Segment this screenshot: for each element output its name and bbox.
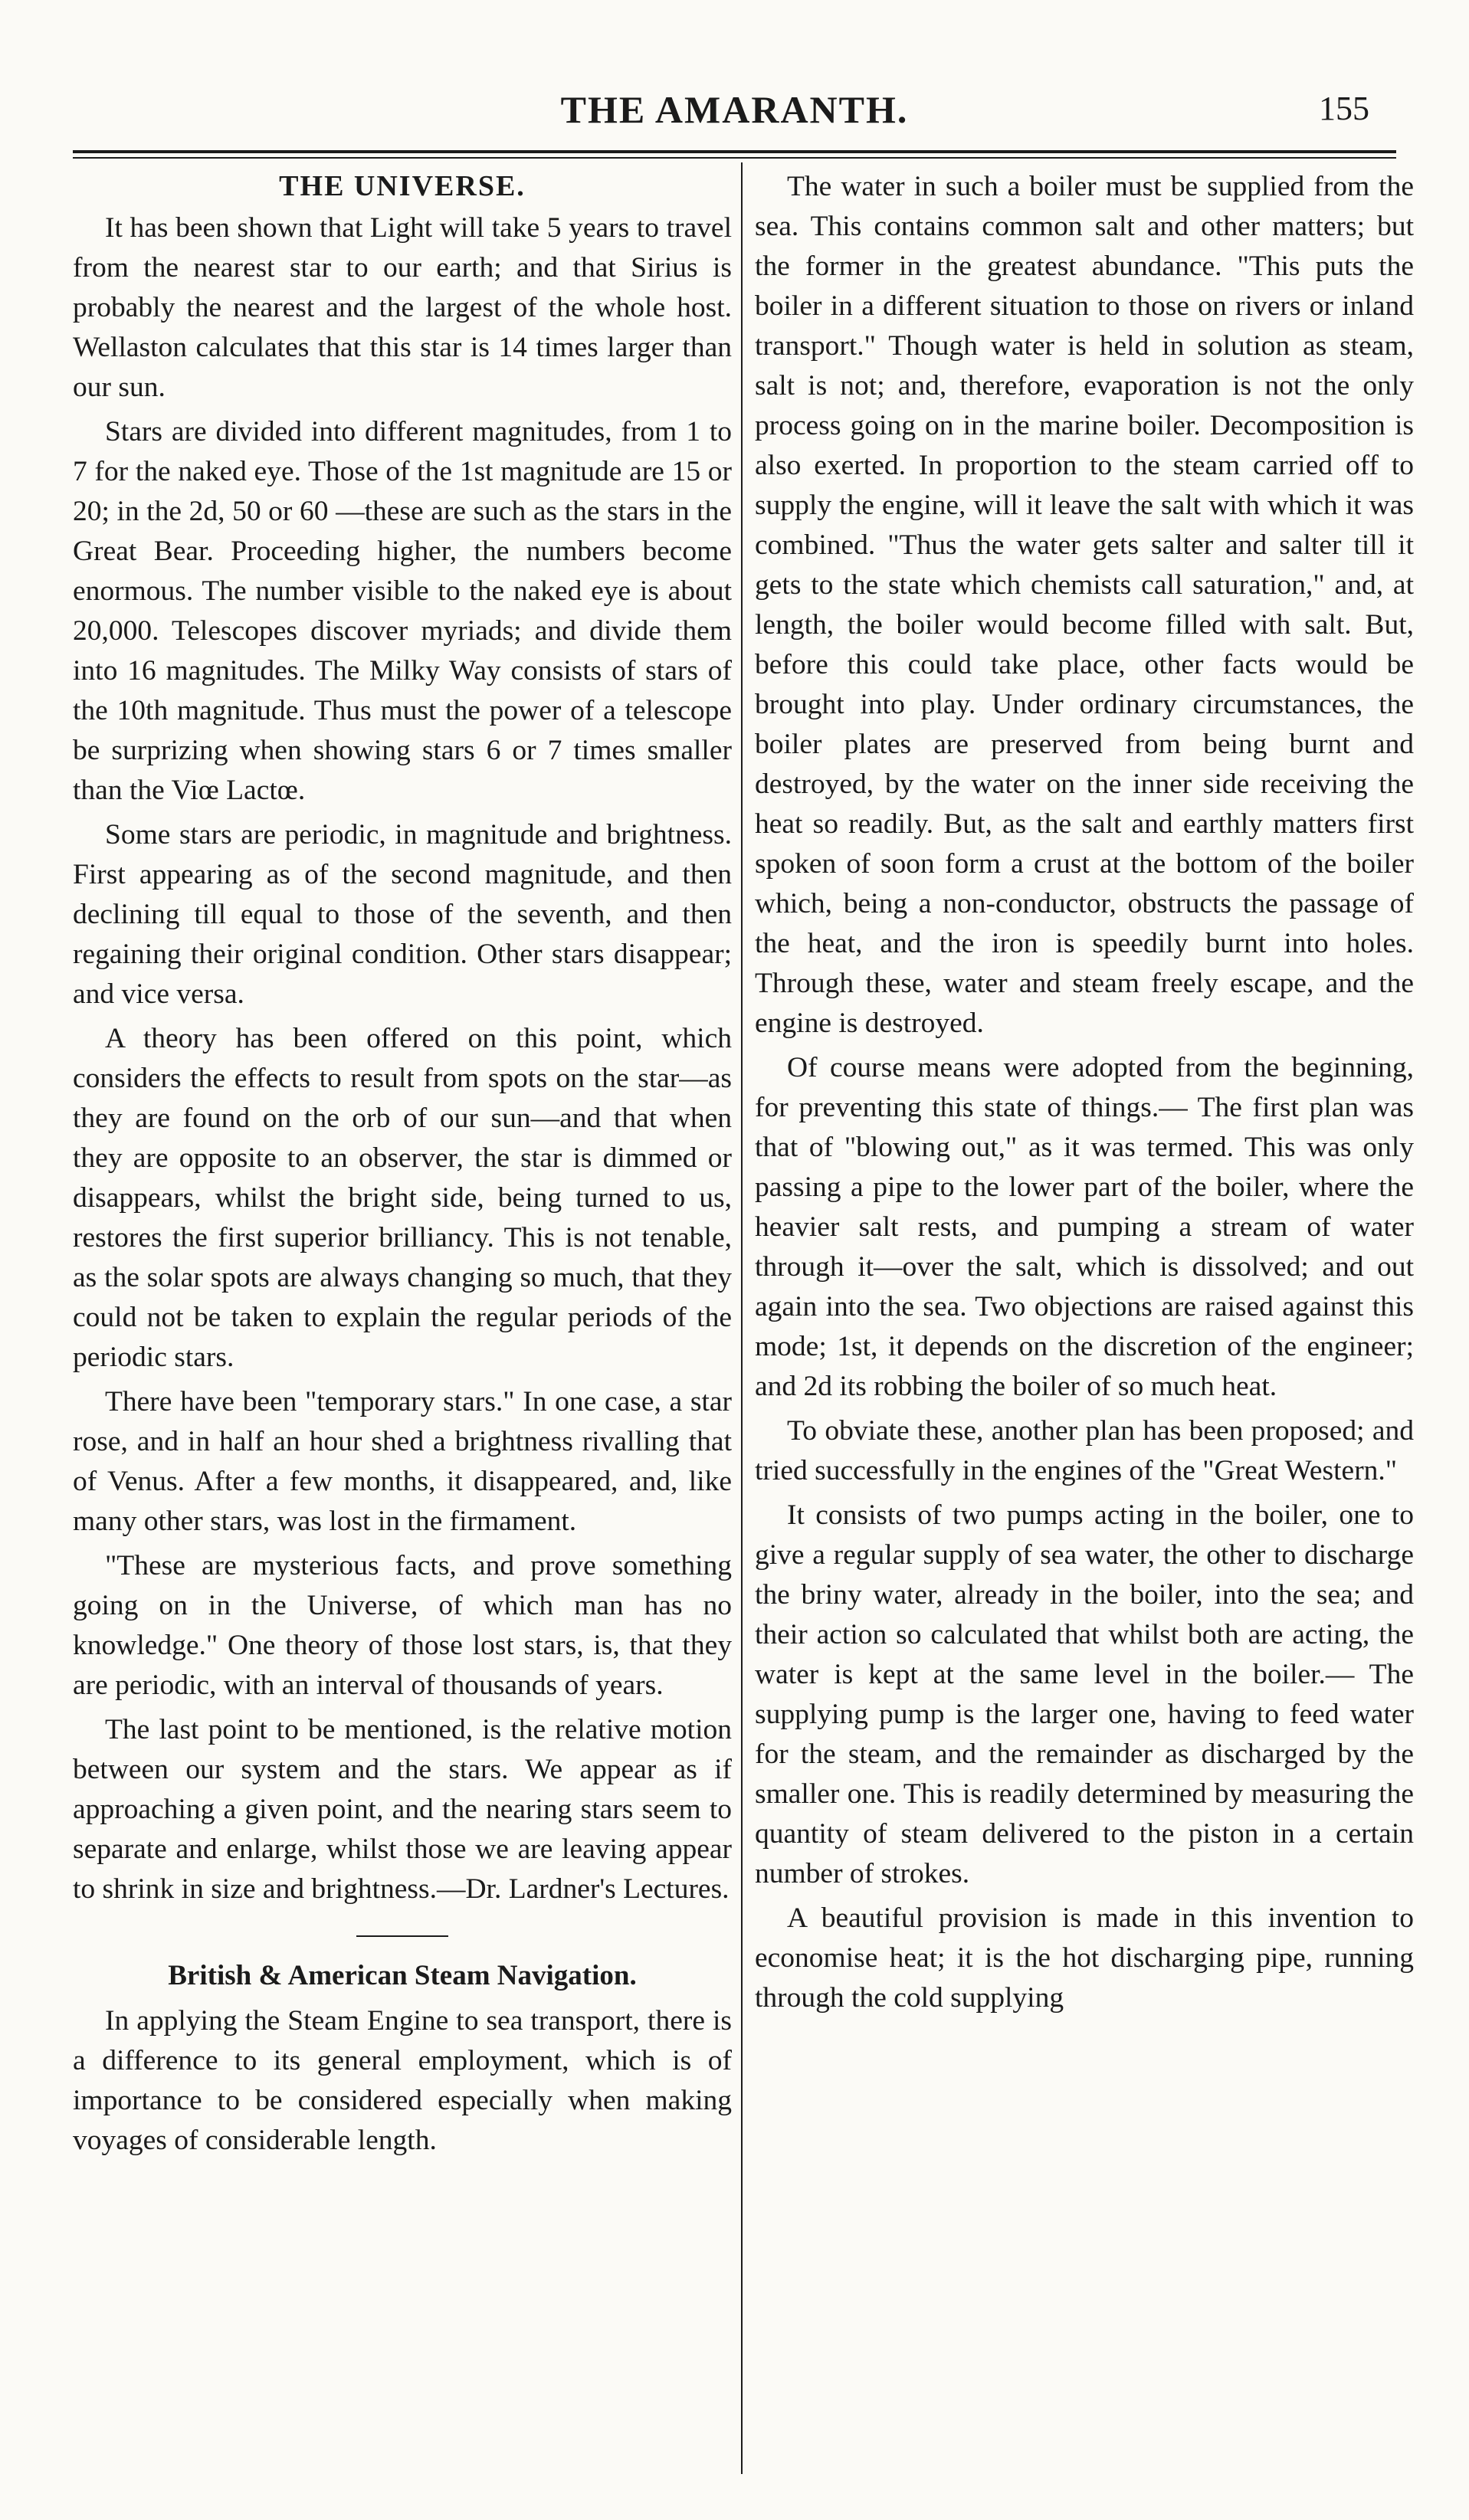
universe-paragraph: There have been "temporary stars." In one case, a star rose, and in half an hour shed a brightness rivalling that of Venus. After a few months, it disappeared, and, like many other stars, was lost in the firmament.: [73, 1386, 732, 1537]
universe-paragraph: "These are mysterious facts, and prove something going on in the Universe, of which man has no knowledge." One theory of those lost stars, is, that they are periodic, with an interval of thousands of years.: [73, 1550, 732, 1701]
steam-paragraph: In applying the Steam Engine to sea transport, there is a difference to its general employment, which is of importance to be considered especially when making voyages of considerable length.: [73, 2005, 732, 2156]
steam-paragraph: Of course means were adopted from the beginning, for preventing this state of things.— The first plan was that of "blowing out," as it was termed. This was only passing a pipe to the lower part of the boiler, where the heavier salt rests, and pumping a stream of water through it—over the salt, which is dissolved; and out again into the sea. Two objections are raised against this mode; 1st, it depends on the discretion of the engineer; and 2d its robbing the boiler of so much heat.: [755, 1052, 1414, 1402]
universe-paragraph: Stars are divided into different magnitudes, from 1 to 7 for the naked eye. Those of the 1st magnitude are 15 or 20; in the 2d, 50 or 60 —these are such as the stars in the Great Bear. Proceeding higher, the numbers become enormous. The number visible to the naked eye is about 20,000. Telescopes discover myriads; and divide them into 16 magnitudes. The Milky Way consists of stars of the 10th magnitude. Thus must the power of a telescope be surprizing when showing stars 6 or 7 times smaller than the Viœ Lactœ.: [73, 416, 732, 806]
page-number: 155: [1319, 90, 1369, 127]
right-column: [755, 167, 1414, 2478]
steam-paragraph: A beautiful provision is made in this invention to economise heat; it is the hot discharging pipe, running through the cold supplying: [755, 1902, 1414, 2014]
column-divider: [741, 162, 743, 2474]
universe-paragraph: A theory has been offered on this point, which considers the effects to result from spots on the star—as they are found on the orb of our sun—and that when they are opposite to an observer, the star is dimmed or disappears, whilst the bright side, being turned to us, restores the first superior brilliancy. This is not tenable, as the solar spots are always changing so much, that they could not be taken to explain the regular periods of the periodic stars.: [73, 1023, 732, 1373]
journal-title: THE AMARANTH.: [560, 88, 909, 131]
universe-paragraph: Some stars are periodic, in magnitude and brightness. First appearing as of the second magnitude, and then declining till equal to those of the seventh, and then regaining their original condition. Other stars disappear; and vice versa.: [73, 819, 732, 1010]
header-rule-thin: [73, 157, 1396, 159]
article-separator: [356, 1935, 448, 1937]
header-rule-thick: [73, 150, 1396, 153]
universe-paragraph: It has been shown that Light will take 5 years to travel from the nearest star to our earth; and that Sirius is probably the nearest and the largest of the whole host. Wellaston calculates that this star is 14 times larger than our sun.: [73, 212, 732, 403]
article-title-steam: British & American Steam Navigation.: [168, 1960, 637, 1991]
steam-paragraph: To obviate these, another plan has been proposed; and tried successfully in the engines of the "Great Western.": [755, 1415, 1414, 1486]
steam-paragraph: The water in such a boiler must be supplied from the sea. This contains common salt and other matters; but the former in the greatest abundance. "This puts the boiler in a different situation to those on rivers or inland transport." Though water is held in solution as steam, salt is not; and, therefore, evaporation is not the only process going on in the marine boiler. Decomposition is also exerted. In proportion to the steam carried off to supply the engine, will it leave the salt with which it was combined. "Thus the water gets salter and salter till it gets to the state which chemists call saturation," and, at length, the boiler would become filled with salt. But, before this could take place, other facts would be brought into play. Under ordinary circumstances, the boiler plates are preserved from being burnt and destroyed, by the water on the inner side receiving the heat so readily. But, as the salt and earthly matters first spoken of soon form a crust at the bottom of the boiler which, being a non-conductor, obstructs the passage of the heat, and the iron is speedily burnt into holes. Through these, water and steam freely escape, and the engine is destroyed.: [755, 171, 1414, 1039]
universe-paragraph: The last point to be mentioned, is the relative motion between our system and the stars. We appear as if approaching a given point, and the nearing stars seem to separate and enlarge, whilst those we are leaving appear to shrink in size and brightness.—Dr. Lardner's Lectures.: [73, 1714, 732, 1905]
steam-paragraph: It consists of two pumps acting in the boiler, one to give a regular supply of sea water, the other to discharge the briny water, already in the boiler, into the sea; and their action so calculated that whilst both are acting, the water is kept at the same level in the boiler.— The supplying pump is the larger one, having to feed water for the steam, and the remainder as discharged by the smaller one. This is readily determined by measuring the quantity of steam delivered to the piston in a certain number of strokes.: [755, 1499, 1414, 1889]
left-column: [73, 167, 732, 2478]
article-title-universe: THE UNIVERSE.: [279, 170, 526, 202]
page-header: [73, 77, 1396, 146]
